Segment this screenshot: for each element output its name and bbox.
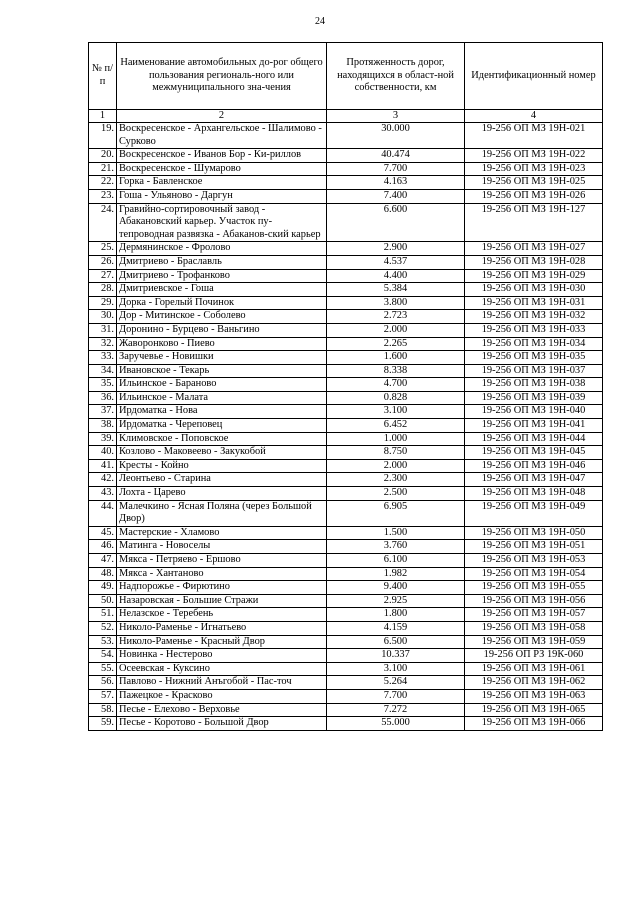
road-length: 2.300 [327,473,465,487]
road-name: Назаровская - Большие Стражи [117,594,327,608]
row-number: 28. [89,283,117,297]
road-id: 19-256 ОП МЗ 19Н-022 [465,149,603,163]
road-length: 3.100 [327,662,465,676]
road-id: 19-256 ОП МЗ 19Н-021 [465,123,603,149]
road-id: 19-256 ОП МЗ 19Н-045 [465,446,603,460]
table-row [89,526,603,540]
row-number: 49. [89,581,117,595]
road-length: 7.700 [327,689,465,703]
road-length: 8.750 [327,446,465,460]
road-name: Кресты - Койно [117,459,327,473]
road-id: 19-256 ОП МЗ 19Н-044 [465,432,603,446]
road-id: 19-256 ОП МЗ 19Н-026 [465,189,603,203]
table-body [89,123,603,731]
road-name: Матинга - Новоселы [117,540,327,554]
road-length: 7.700 [327,162,465,176]
header-length: Протяженность дорог, находящихся в област-ной собственности, км [327,43,465,110]
road-name: Дмитриевское - Гоша [117,283,327,297]
road-length: 30.000 [327,123,465,149]
road-length: 5.384 [327,283,465,297]
road-id: 19-256 ОП МЗ 19Н-059 [465,635,603,649]
road-name: Осеевская - Куксино [117,662,327,676]
table-row [89,255,603,269]
road-id: 19-256 ОП МЗ 19Н-040 [465,405,603,419]
table-row [89,337,603,351]
road-name: Горка - Бавленское [117,176,327,190]
road-name: Ильинское - Малата [117,391,327,405]
row-number: 55. [89,662,117,676]
page-number: 24 [315,16,325,27]
road-name: Климовское - Поповское [117,432,327,446]
row-number: 54. [89,649,117,663]
road-id: 19-256 ОП МЗ 19Н-046 [465,459,603,473]
table-row [89,283,603,297]
road-name: Воскресенское - Иванов Бор - Ки-риллов [117,149,327,163]
column-number: 4 [465,110,603,123]
table-row [89,176,603,190]
road-id: 19-256 ОП МЗ 19Н-048 [465,487,603,501]
table-row [89,149,603,163]
row-number: 25. [89,242,117,256]
table-row [89,635,603,649]
road-id: 19-256 ОП МЗ 19Н-062 [465,676,603,690]
row-number: 43. [89,487,117,501]
road-length: 2.000 [327,459,465,473]
table-row [89,242,603,256]
road-length: 1.500 [327,526,465,540]
road-id: 19-256 ОП МЗ 19Н-029 [465,269,603,283]
table-row [89,594,603,608]
road-length: 4.400 [327,269,465,283]
table-row [89,689,603,703]
road-name: Ирдоматка - Нова [117,405,327,419]
road-name: Малечкино - Ясная Поляна (через Большой Двор) [117,500,327,526]
road-id: 19-256 ОП МЗ 19Н-027 [465,242,603,256]
road-length: 1.600 [327,351,465,365]
row-number: 29. [89,296,117,310]
road-length: 7.272 [327,703,465,717]
table-row [89,554,603,568]
table-row [89,500,603,526]
table-row [89,621,603,635]
road-id: 19-256 ОП МЗ 19Н-047 [465,473,603,487]
row-number: 57. [89,689,117,703]
road-name: Дмитриево - Браславль [117,255,327,269]
road-name: Николо-Раменье - Игнатьево [117,621,327,635]
road-id: 19-256 ОП МЗ 19Н-030 [465,283,603,297]
road-length: 7.400 [327,189,465,203]
row-number: 58. [89,703,117,717]
road-name: Мастерские - Хламово [117,526,327,540]
road-length: 6.600 [327,203,465,242]
road-name: Мякса - Петряево - Ершово [117,554,327,568]
road-id: 19-256 ОП МЗ 19Н-055 [465,581,603,595]
row-number: 36. [89,391,117,405]
table-row [89,676,603,690]
row-number: 22. [89,176,117,190]
column-number-row [89,110,603,123]
road-id: 19-256 ОП МЗ 19Н-054 [465,567,603,581]
road-name: Павлово - Нижний Анъгобой - Пас-точ [117,676,327,690]
row-number: 42. [89,473,117,487]
row-number: 59. [89,717,117,731]
road-length: 1.800 [327,608,465,622]
row-number: 41. [89,459,117,473]
road-name: Гоша - Ульяново - Даргун [117,189,327,203]
road-length: 2.723 [327,310,465,324]
row-number: 47. [89,554,117,568]
row-number: 38. [89,419,117,433]
road-id: 19-256 ОП МЗ 19Н-057 [465,608,603,622]
row-number: 37. [89,405,117,419]
column-number: 1 [89,110,117,123]
row-number: 40. [89,446,117,460]
road-name: Новинка - Нестерово [117,649,327,663]
road-id: 19-256 ОП МЗ 19Н-051 [465,540,603,554]
row-number: 27. [89,269,117,283]
road-id: 19-256 ОП МЗ 19Н-063 [465,689,603,703]
road-id: 19-256 ОП МЗ 19Н-061 [465,662,603,676]
road-id: 19-256 ОП МЗ 19Н-031 [465,296,603,310]
road-length: 2.500 [327,487,465,501]
table-row [89,296,603,310]
road-id: 19-256 ОП РЗ 19К-060 [465,649,603,663]
road-name: Николо-Раменье - Красный Двор [117,635,327,649]
road-name: Дор - Митинское - Соболево [117,310,327,324]
table-row [89,351,603,365]
road-length: 4.537 [327,255,465,269]
row-number: 21. [89,162,117,176]
road-id: 19-256 ОП МЗ 19Н-037 [465,364,603,378]
table-row [89,378,603,392]
row-number: 48. [89,567,117,581]
table-row [89,567,603,581]
road-length: 3.100 [327,405,465,419]
road-id: 19-256 ОП МЗ 19Н-127 [465,203,603,242]
table-row [89,364,603,378]
road-name: Воскресенское - Шумарово [117,162,327,176]
road-length: 5.264 [327,676,465,690]
row-number: 26. [89,255,117,269]
road-length: 8.338 [327,364,465,378]
row-number: 34. [89,364,117,378]
road-name: Козлово - Маковеево - Закукобой [117,446,327,460]
table-row [89,649,603,663]
row-number: 35. [89,378,117,392]
table-row [89,581,603,595]
road-length: 1.000 [327,432,465,446]
road-id: 19-256 ОП МЗ 19Н-038 [465,378,603,392]
road-id: 19-256 ОП МЗ 19Н-053 [465,554,603,568]
row-number: 19. [89,123,117,149]
row-number: 51. [89,608,117,622]
road-length: 40.474 [327,149,465,163]
road-name: Жаворонково - Пиево [117,337,327,351]
table-row [89,323,603,337]
table-row [89,487,603,501]
row-number: 20. [89,149,117,163]
table-row [89,459,603,473]
road-id: 19-256 ОП МЗ 19Н-034 [465,337,603,351]
table-row [89,540,603,554]
road-name: Доронино - Бурцево - Ваньгино [117,323,327,337]
road-length: 0.828 [327,391,465,405]
header-code: Идентификационный номер [465,43,603,110]
road-name: Песье - Коротово - Большой Двор [117,717,327,731]
row-number: 24. [89,203,117,242]
road-name: Дермянинское - Фролово [117,242,327,256]
table-row [89,473,603,487]
table-row [89,405,603,419]
road-length: 4.163 [327,176,465,190]
road-length: 55.000 [327,717,465,731]
road-id: 19-256 ОП МЗ 19Н-035 [465,351,603,365]
road-name: Пажецкое - Красково [117,689,327,703]
row-number: 44. [89,500,117,526]
road-name: Заручевье - Новишки [117,351,327,365]
road-length: 10.337 [327,649,465,663]
table-row [89,717,603,731]
road-name: Ирдоматка - Череповец [117,419,327,433]
road-length: 6.452 [327,419,465,433]
road-name: Ивановское - Текарь [117,364,327,378]
road-length: 1.982 [327,567,465,581]
row-number: 50. [89,594,117,608]
road-name: Леонтьево - Старина [117,473,327,487]
roads-table [88,42,603,731]
row-number: 52. [89,621,117,635]
row-number: 33. [89,351,117,365]
road-id: 19-256 ОП МЗ 19Н-050 [465,526,603,540]
road-id: 19-256 ОП МЗ 19Н-041 [465,419,603,433]
header-name: Наименование автомобильных до-рог общего пользования региональ-ного или межмуниципального зна-чения [117,43,327,110]
table-row [89,162,603,176]
road-length: 2.000 [327,323,465,337]
road-id: 19-256 ОП МЗ 19Н-028 [465,255,603,269]
road-name: Мякса - Хантаново [117,567,327,581]
row-number: 30. [89,310,117,324]
road-length: 2.925 [327,594,465,608]
road-id: 19-256 ОП МЗ 19Н-049 [465,500,603,526]
road-name: Дорка - Горелый Починок [117,296,327,310]
table-row [89,189,603,203]
header-num: № п/п [89,43,117,110]
row-number: 46. [89,540,117,554]
road-name: Гравийно-сортировочный завод - Абакановский карьер. Участок пу-тепроводная развязка - Абаканов-ский карьер [117,203,327,242]
row-number: 56. [89,676,117,690]
road-length: 4.700 [327,378,465,392]
table-row [89,432,603,446]
road-id: 19-256 ОП МЗ 19Н-056 [465,594,603,608]
road-length: 6.905 [327,500,465,526]
table-row [89,310,603,324]
table-row [89,446,603,460]
road-id: 19-256 ОП МЗ 19Н-025 [465,176,603,190]
row-number: 39. [89,432,117,446]
road-length: 4.159 [327,621,465,635]
road-length: 3.800 [327,296,465,310]
road-length: 2.265 [327,337,465,351]
road-length: 6.500 [327,635,465,649]
road-length: 2.900 [327,242,465,256]
road-name: Ильинское - Бараново [117,378,327,392]
road-id: 19-256 ОП МЗ 19Н-066 [465,717,603,731]
row-number: 53. [89,635,117,649]
column-number: 2 [117,110,327,123]
row-number: 23. [89,189,117,203]
table-row [89,203,603,242]
road-length: 6.100 [327,554,465,568]
road-length: 9.400 [327,581,465,595]
road-id: 19-256 ОП МЗ 19Н-065 [465,703,603,717]
road-name: Дмитриево - Трофанково [117,269,327,283]
road-name: Лохта - Царево [117,487,327,501]
row-number: 32. [89,337,117,351]
table-row [89,391,603,405]
road-id: 19-256 ОП МЗ 19Н-023 [465,162,603,176]
table-row [89,662,603,676]
road-name: Песье - Елехово - Верховье [117,703,327,717]
road-name: Нелазское - Теребень [117,608,327,622]
road-id: 19-256 ОП МЗ 19Н-039 [465,391,603,405]
row-number: 45. [89,526,117,540]
row-number: 31. [89,323,117,337]
table-row [89,269,603,283]
table-row [89,419,603,433]
road-name: Надпорожье - Фирютино [117,581,327,595]
table-row [89,703,603,717]
road-id: 19-256 ОП МЗ 19Н-033 [465,323,603,337]
road-name: Воскресенское - Архангельское - Шалимово - Сурково [117,123,327,149]
header-row [89,43,603,110]
column-number: 3 [327,110,465,123]
table-row [89,608,603,622]
road-length: 3.760 [327,540,465,554]
road-id: 19-256 ОП МЗ 19Н-058 [465,621,603,635]
road-id: 19-256 ОП МЗ 19Н-032 [465,310,603,324]
table-row [89,123,603,149]
